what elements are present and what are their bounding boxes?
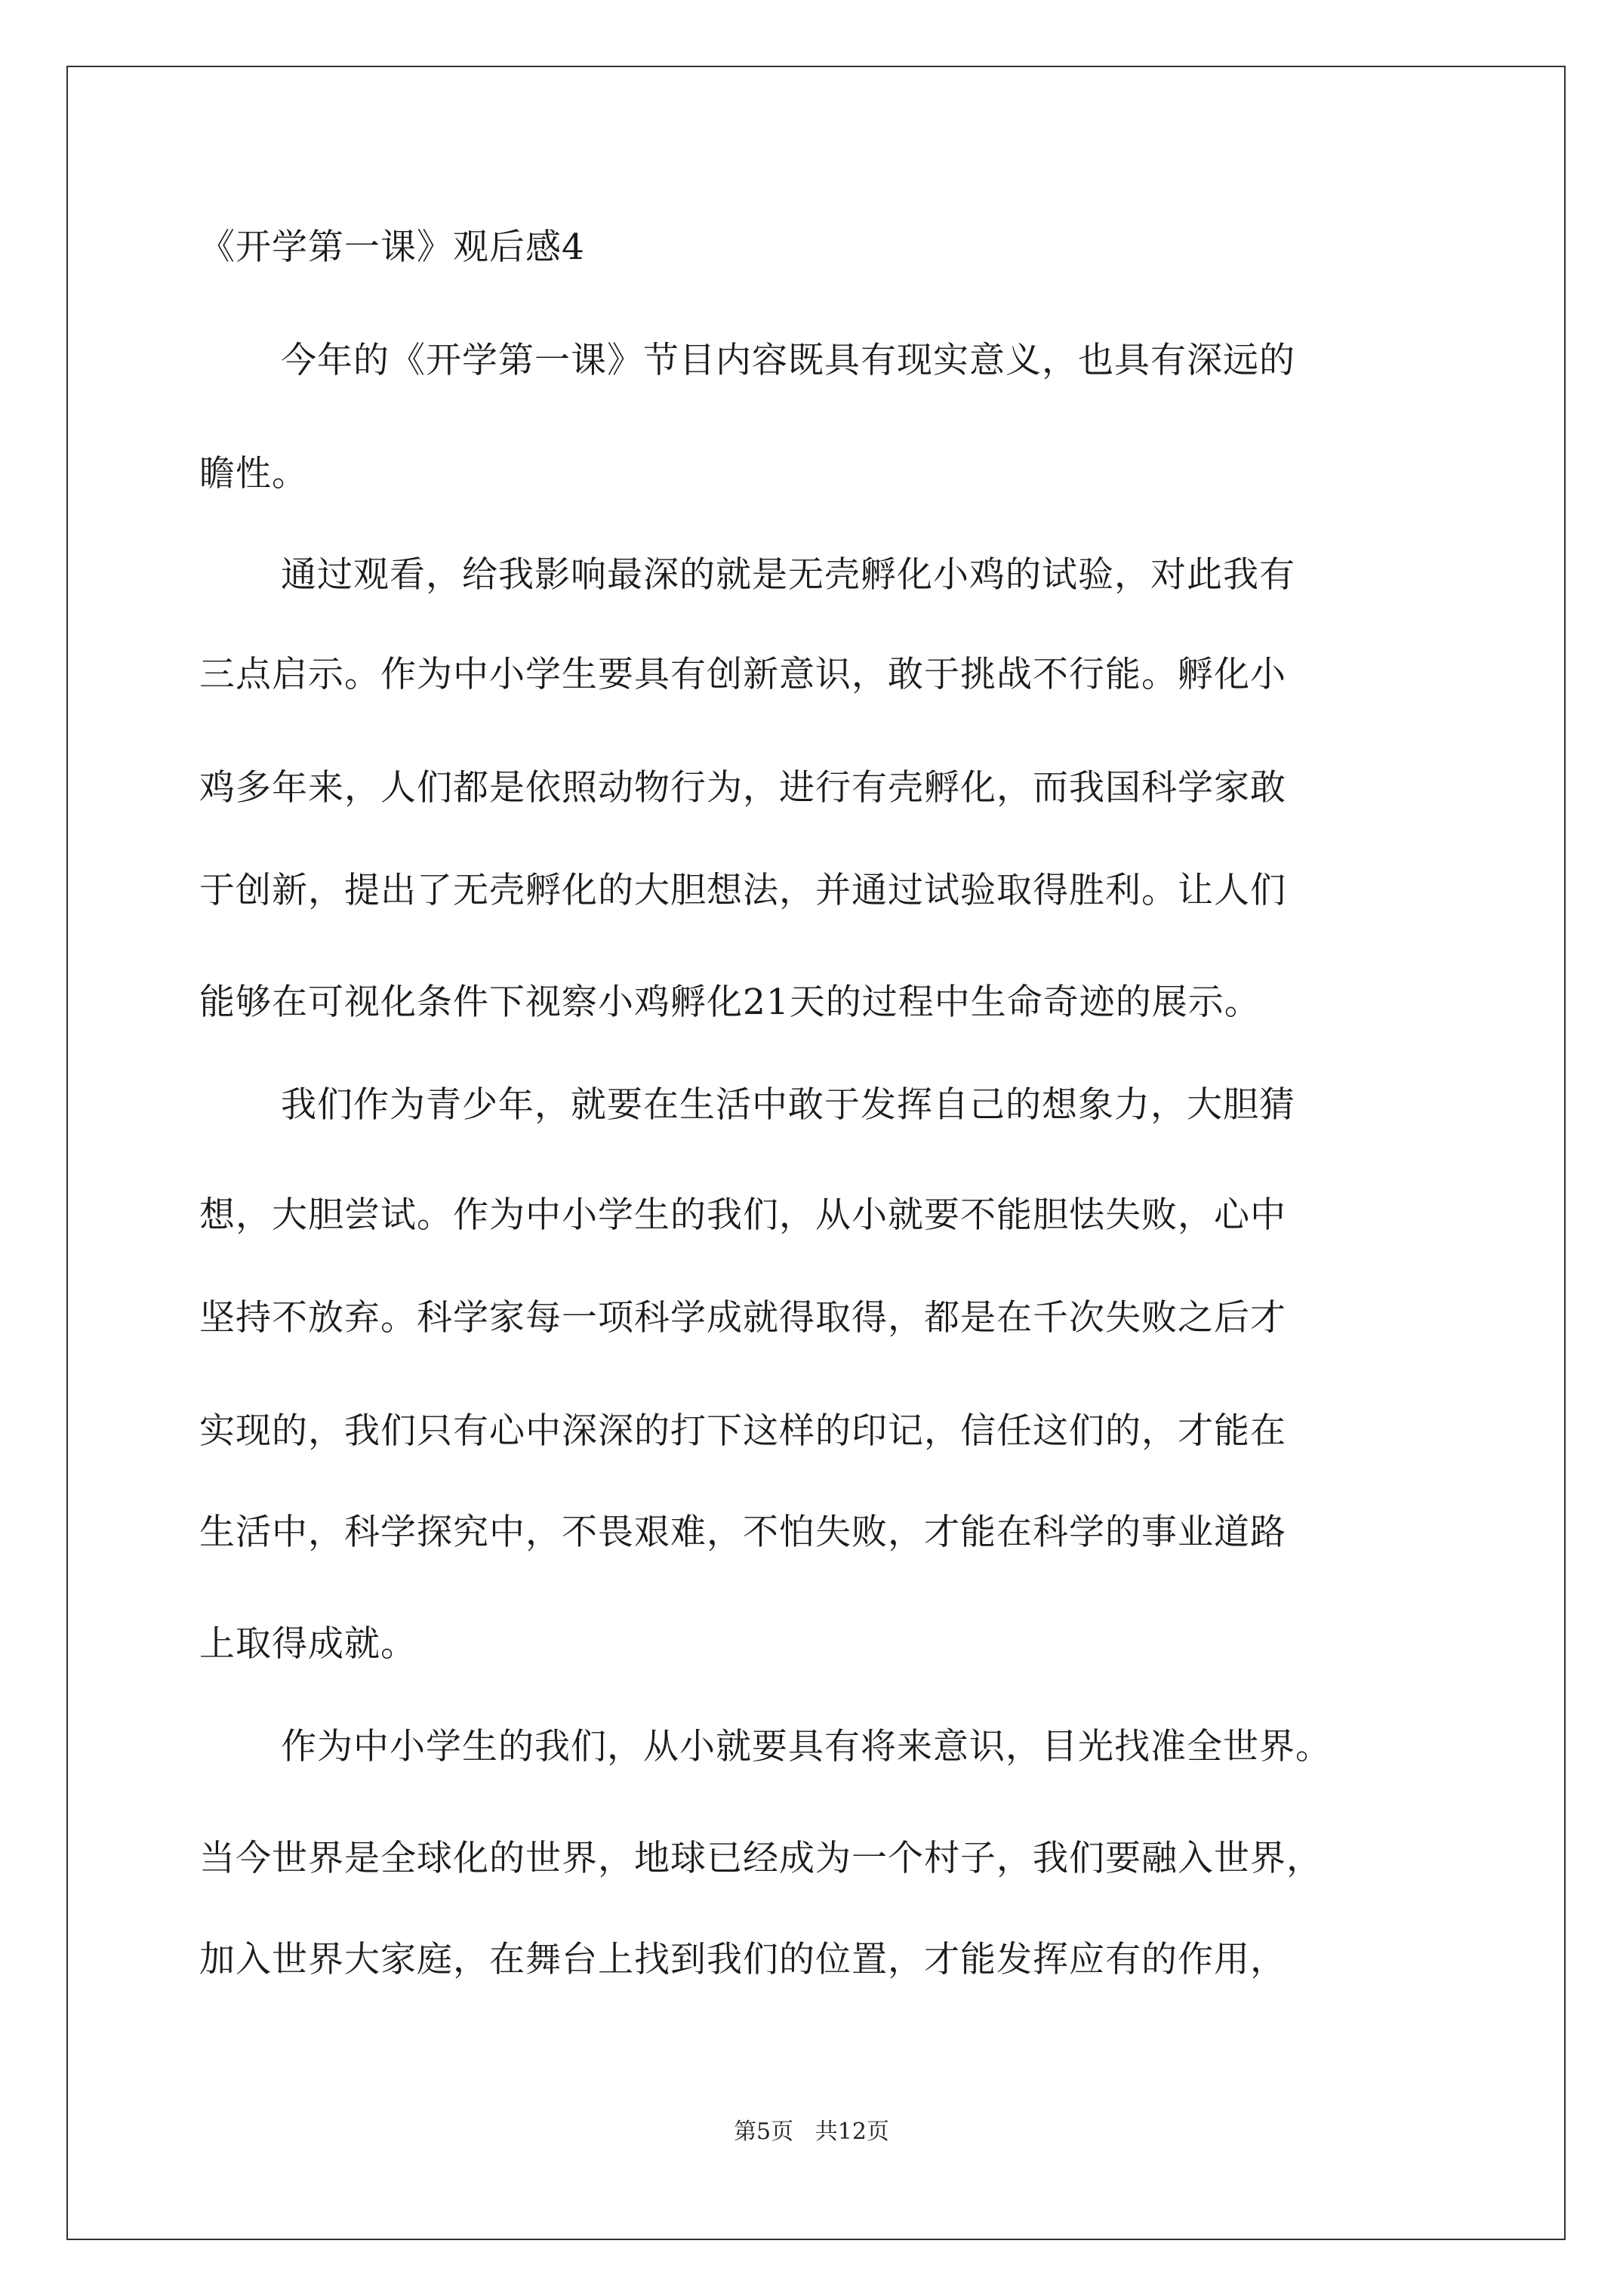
paragraph-line: 三点启示。作为中小学生要具有创新意识，敢于挑战不行能。孵化小 — [199, 654, 1286, 695]
paragraph-line: 加入世界大家庭，在舞台上找到我们的位置，才能发挥应有的作用， — [199, 1939, 1286, 1980]
document-title: 《开学第一课》观后感4 — [199, 227, 585, 268]
page-number-footer: 第5页 共12页 — [734, 2119, 889, 2145]
paragraph-line: 实现的，我们只有心中深深的打下这样的印记，信任这们的，才能在 — [199, 1410, 1286, 1452]
paragraph-line: 今年的《开学第一课》节目内容既具有现实意义，也具有深远的 — [281, 340, 1295, 381]
paragraph-line: 坚持不放弃。科学家每一项科学成就得取得，都是在千次失败之后才 — [199, 1297, 1286, 1339]
paragraph-line: 生活中，科学探究中，不畏艰难，不怕失败，才能在科学的事业道路 — [199, 1512, 1286, 1553]
paragraph-line: 能够在可视化条件下视察小鸡孵化21天的过程中生命奇迹的展示。 — [199, 982, 1261, 1023]
paragraph-line: 鸡多年来，人们都是依照动物行为，进行有壳孵化，而我国科学家敢 — [199, 767, 1286, 809]
paragraph-line: 上取得成就。 — [199, 1623, 417, 1665]
page-border — [66, 66, 1566, 2240]
paragraph-line: 作为中小学生的我们，从小就要具有将来意识，目光找准全世界。 — [281, 1726, 1332, 1767]
paragraph-line: 想，大胆尝试。作为中小学生的我们，从小就要不能胆怯失败，心中 — [199, 1194, 1286, 1236]
paragraph-line: 当今世界是全球化的世界，地球已经成为一个村子，我们要融入世界， — [199, 1838, 1323, 1879]
paragraph-line: 通过观看，给我影响最深的就是无壳孵化小鸡的试验，对此我有 — [281, 554, 1295, 596]
paragraph-line: 瞻性。 — [199, 453, 308, 495]
paragraph-line: 我们作为青少年，就要在生活中敢于发挥自己的想象力，大胆猜 — [281, 1084, 1295, 1126]
paragraph-line: 于创新，提出了无壳孵化的大胆想法，并通过试验取得胜利。让人们 — [199, 870, 1286, 911]
